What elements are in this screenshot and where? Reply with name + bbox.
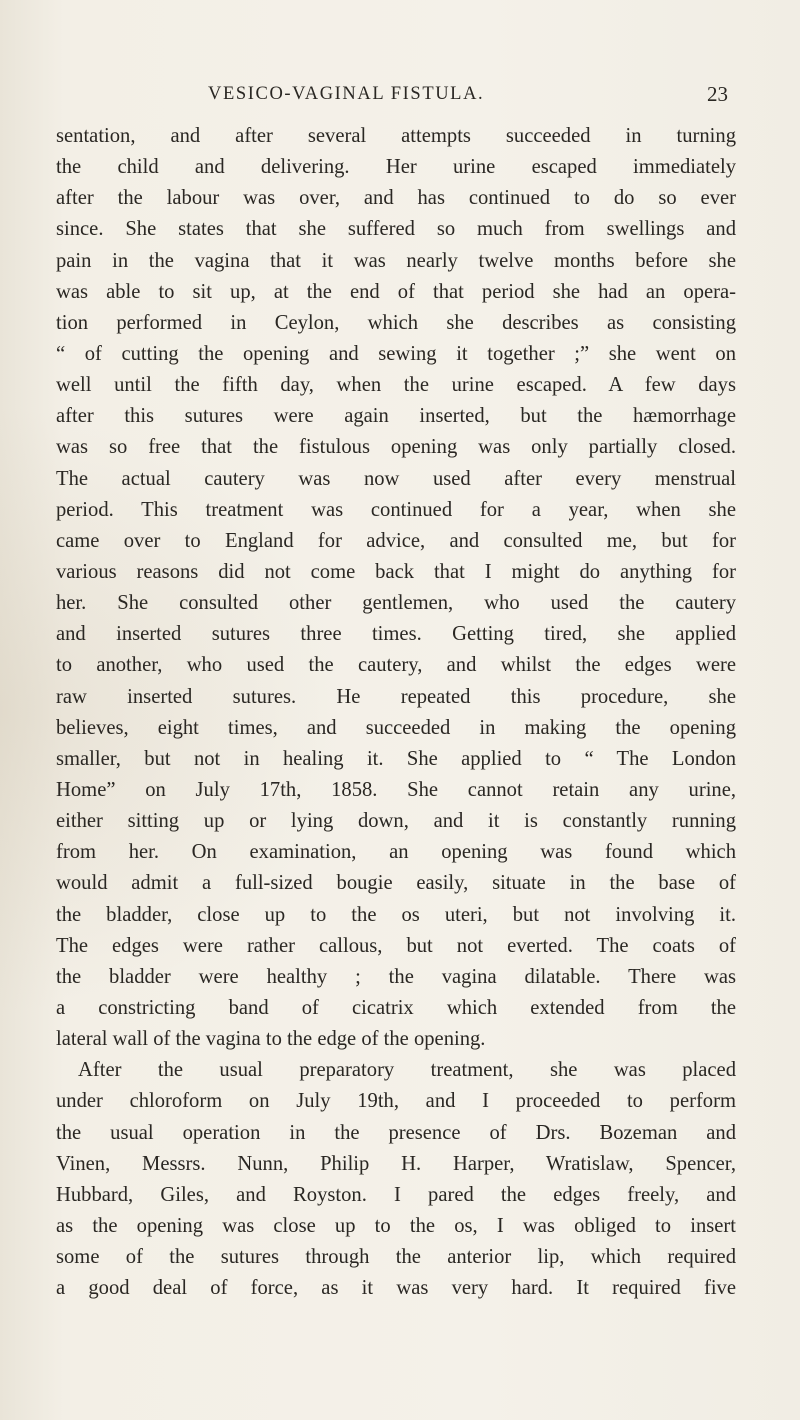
text-line: lateral wall of the vagina to the edge of the opening. bbox=[56, 1028, 486, 1051]
text-line: and inserted sutures three times. Getting tired, she applied bbox=[56, 623, 736, 646]
text-line: either sitting up or lying down, and it is constantly running bbox=[56, 810, 736, 833]
text-line: a good deal of force, as it was very hard. It required five bbox=[56, 1277, 736, 1300]
text-line: the bladder, close up to the os uteri, but not involving it. bbox=[56, 903, 736, 926]
text-line: came over to England for advice, and consulted me, but for bbox=[56, 529, 736, 552]
text-line: pain in the vagina that it was nearly twelve months before she bbox=[56, 249, 736, 272]
text-line: since. She states that she suffered so much from swellings and bbox=[56, 218, 736, 241]
text-line: would admit a full-sized bougie easily, situate in the base of bbox=[56, 872, 736, 895]
text-line: raw inserted sutures. He repeated this procedure, she bbox=[56, 685, 736, 708]
text-line: Home” on July 17th, 1858. She cannot retain any urine, bbox=[56, 778, 736, 801]
text-line: her. She consulted other gentlemen, who used the cautery bbox=[56, 592, 736, 615]
text-line: was so free that the fistulous opening was only partially closed. bbox=[56, 436, 736, 459]
running-title: VESICO-VAGINAL FISTULA. bbox=[208, 84, 485, 104]
text-line: the bladder were healthy ; the vagina dilatable. There was bbox=[56, 965, 736, 988]
running-head bbox=[0, 84, 800, 114]
text-line: a constricting band of cicatrix which extended from the bbox=[56, 996, 736, 1019]
text-line: the child and delivering. Her urine escaped immediately bbox=[56, 156, 736, 179]
text-line: Vinen, Messrs. Nunn, Philip H. Harper, Wratislaw, Spencer, bbox=[56, 1152, 736, 1175]
text-line: some of the sutures through the anterior lip, which required bbox=[56, 1246, 736, 1269]
body-text bbox=[56, 121, 736, 1304]
text-line: After the usual preparatory treatment, she was placed bbox=[78, 1059, 736, 1082]
text-line: sentation, and after several attempts succeeded in turning bbox=[56, 125, 736, 147]
text-line: from her. On examination, an opening was found which bbox=[56, 841, 736, 864]
text-line: after the labour was over, and has continued to do so ever bbox=[56, 187, 736, 210]
text-line: various reasons did not come back that I might do anything for bbox=[56, 560, 736, 583]
text-line: smaller, but not in healing it. She applied to “ The London bbox=[56, 747, 736, 770]
text-line: to another, who used the cautery, and whilst the edges were bbox=[56, 654, 736, 677]
text-line: “ of cutting the opening and sewing it together ;” she went on bbox=[56, 342, 736, 365]
text-line: under chloroform on July 19th, and I proceeded to perform bbox=[56, 1090, 736, 1113]
text-line: The edges were rather callous, but not everted. The coats of bbox=[56, 934, 736, 957]
text-line: the usual operation in the presence of Drs. Bozeman and bbox=[56, 1121, 736, 1144]
text-line: as the opening was close up to the os, I was obliged to insert bbox=[56, 1214, 736, 1237]
text-line: after this sutures were again inserted, but the hæmorrhage bbox=[56, 405, 736, 428]
text-line: believes, eight times, and succeeded in making the opening bbox=[56, 716, 736, 739]
text-line: Hubbard, Giles, and Royston. I pared the edges freely, and bbox=[56, 1183, 736, 1206]
text-line: period. This treatment was continued for a year, when she bbox=[56, 498, 736, 521]
text-line: well until the fifth day, when the urine escaped. A few days bbox=[56, 374, 736, 397]
text-line: was able to sit up, at the end of that period she had an opera- bbox=[56, 280, 736, 303]
page-number: 23 bbox=[707, 82, 728, 106]
text-line: The actual cautery was now used after every menstrual bbox=[56, 467, 736, 490]
text-line: tion performed in Ceylon, which she describes as consisting bbox=[56, 311, 736, 334]
